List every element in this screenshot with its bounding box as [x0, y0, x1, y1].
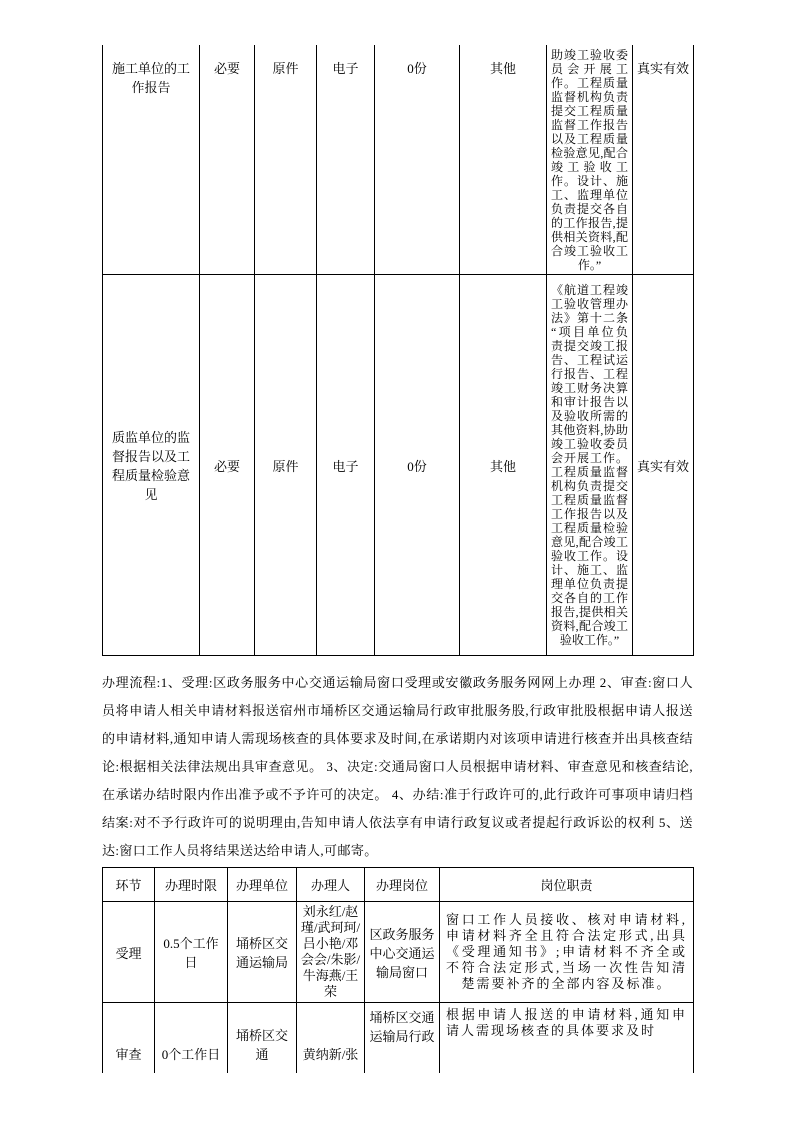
- material-format: 电子: [317, 45, 375, 275]
- steps-header-step: 环节: [103, 868, 155, 902]
- step-post: 埇桥区交通运输局行政: [365, 1003, 440, 1073]
- material-original: 原件: [255, 275, 317, 656]
- steps-header-post: 办理岗位: [365, 868, 440, 902]
- material-row-supervision-report: [103, 275, 694, 656]
- material-source: 其他: [460, 45, 547, 275]
- material-necessity: 必要: [200, 45, 255, 275]
- step-unit: 埇桥区交通运输局: [228, 902, 297, 1003]
- material-name: 施工单位的工作报告: [103, 45, 200, 275]
- step-row-review: [103, 1003, 694, 1073]
- steps-header-row: [103, 868, 694, 902]
- material-copies: 0份: [375, 275, 460, 656]
- material-requirement: 《航道工程竣工验收管理办法》第十二条 “项目单位负责提交竣工报告、工程试运行报告、工程竣工财务决算和审计报告以及验收所需的其他资料,协助竣工验收委员会开展工作。工程质量监督机构负责提交工程质量监督工作报告以及工程质量检验意见,配合竣工验收工作。设计、施工、监理单位负责提交各自的工作报告,提供相关资料,配合竣工验收工作。”: [547, 275, 633, 656]
- material-original: 原件: [255, 45, 317, 275]
- steps-header-duty: 岗位职责: [440, 868, 694, 902]
- step-duty: 窗口工作人员接收、核对申请材料,申请材料齐全且符合法定形式,出具《受理通知书》;申请材料不齐全或不符合法定形式,当场一次性告知清楚需要补齐的全部内容及标准。: [440, 902, 694, 1003]
- material-validity: 真实有效: [633, 275, 694, 656]
- step-unit: 埇桥区交通: [228, 1003, 297, 1073]
- steps-header-handler: 办理人: [297, 868, 365, 902]
- steps-header-time-limit: 办理时限: [155, 868, 228, 902]
- step-time-limit: 0.5个工作日: [155, 902, 228, 1003]
- step-name: 审查: [103, 1003, 155, 1073]
- step-row-acceptance: [103, 902, 694, 1003]
- step-time-limit: 0个工作日: [155, 1003, 228, 1073]
- step-post: 区政务服务中心交通运输局窗口: [365, 902, 440, 1003]
- material-copies: 0份: [375, 45, 460, 275]
- step-handlers: 刘永红/赵瑾/武珂珂/吕小艳/邓会会/朱影/牛海燕/王荣: [297, 902, 365, 1003]
- material-name: 质监单位的监督报告以及工程质量检验意见: [103, 275, 200, 656]
- steps-table: [102, 867, 694, 1073]
- material-necessity: 必要: [200, 275, 255, 656]
- material-source: 其他: [460, 275, 547, 656]
- material-validity: 真实有效: [633, 45, 694, 275]
- material-requirement: 助竣工验收委员会开展工作。工程质量监督机构负责提交工程质量监督工作报告以及工程质量检验意见,配合竣工验收工作。设计、施工、监理单位负责提交各自的工作报告,提供相关资料,配合竣工验收工作。”: [547, 45, 633, 275]
- step-name: 受理: [103, 902, 155, 1003]
- process-flow-paragraph: 办理流程:1、受理:区政务服务中心交通运输局窗口受理或安徽政务服务网网上办理 2、审查:窗口人员将申请人相关申请材料报送宿州市埇桥区交通运输局行政审批服务股,行政审批股根据申请人报送的申请材料,通知申请人需现场核查的具体要求及时间,在承诺期内对该项申请进行核查并出具核查结论:根据相关法律法规出具审查意见。 3、决定:交通局窗口人员根据申请材料、审查意见和核查结论,在承诺办结时限内作出准予或不予许可的决定。 4、办结:准于行政许可的,此行政许可事项申请归档结案:对不予行政许可的说明理由,告知申请人依法享有申请行政复议或者提起行政诉讼的权利 5、送达:窗口工作人员将结果送达给申请人,可邮寄。: [102, 675, 693, 858]
- material-row-construction-report: [103, 45, 694, 275]
- step-handlers: 黄纳新/张: [297, 1003, 365, 1073]
- material-format: 电子: [317, 275, 375, 656]
- steps-header-unit: 办理单位: [228, 868, 297, 902]
- step-duty: 根据申请人报送的申请材料,通知申请人需现场核查的具体要求及时: [440, 1003, 694, 1073]
- materials-table: [102, 45, 694, 656]
